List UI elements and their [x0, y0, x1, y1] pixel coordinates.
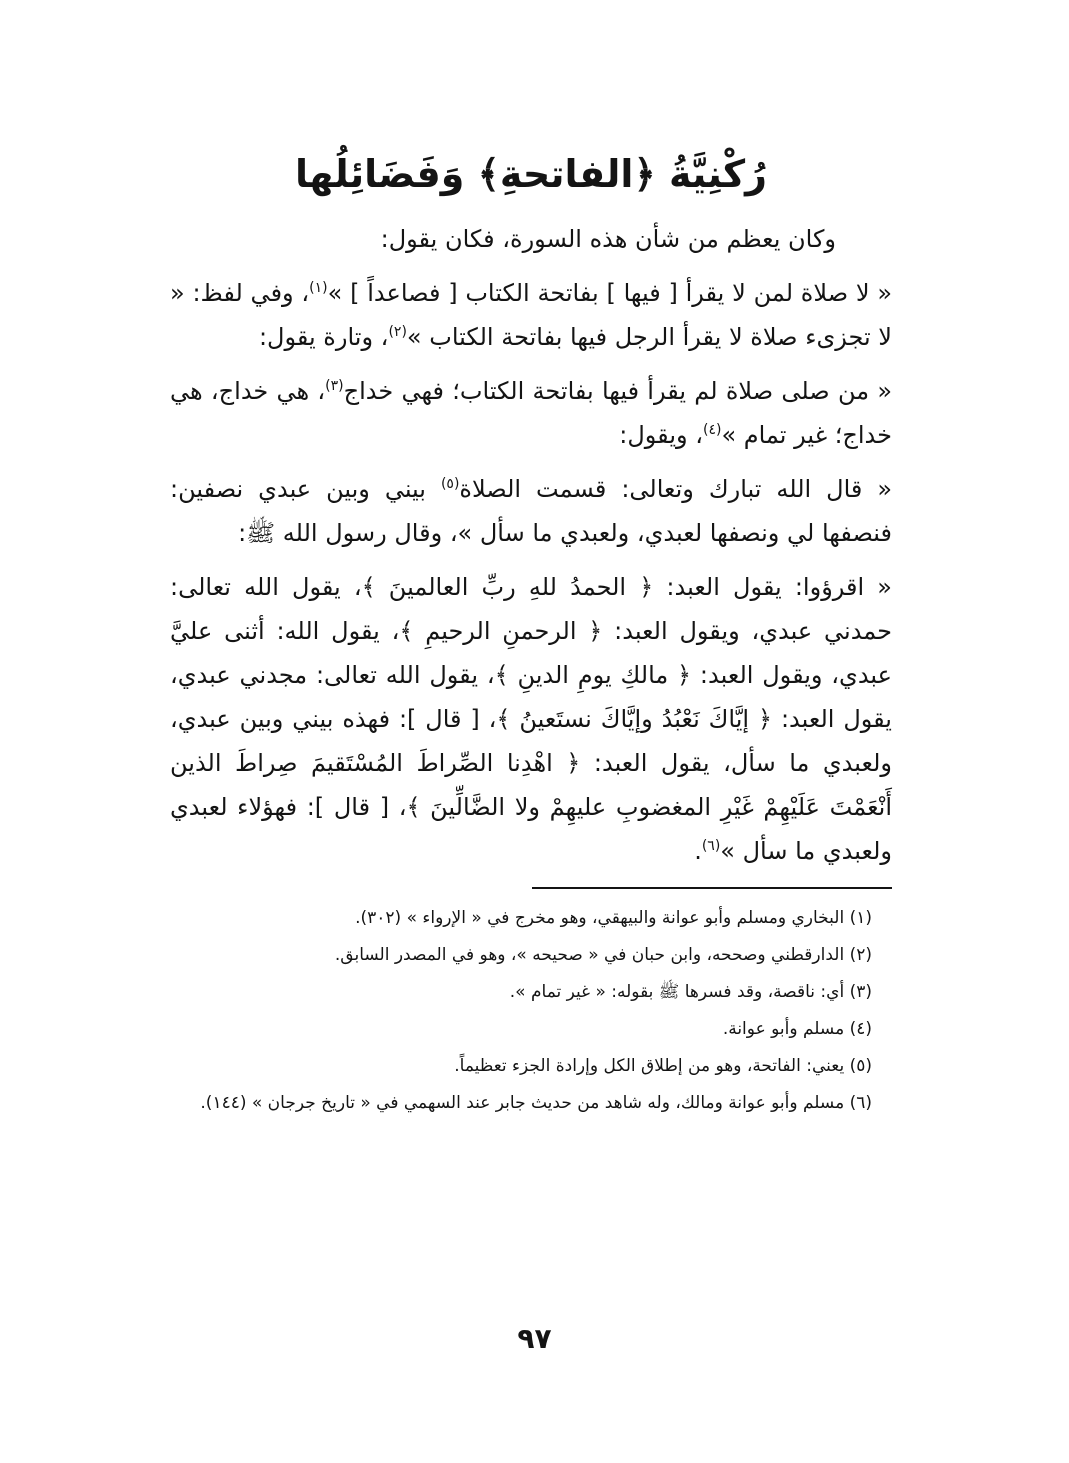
footnote-1: (١) البخاري ومسلم وأبو عوانة والبيهقي، وهو مخرج في « الإرواء » (٣٠٢). — [355, 908, 872, 929]
footnote-5: (٥) يعني: الفاتحة، وهو من إطلاق الكل وإرادة الجزء تعظيماً. — [454, 1056, 872, 1077]
footnote-divider — [532, 887, 892, 889]
paragraph-text: ، هي خداج، هي خداج؛ غير تمام » — [170, 377, 892, 450]
footnote-ref-4[interactable]: (٤) — [702, 422, 722, 439]
footnotes-section — [170, 903, 892, 1119]
footnote-ref-2[interactable]: (٢) — [388, 324, 407, 341]
paragraph-hadith-3 — [170, 467, 892, 555]
paragraph-text: وكان يعظم من شأن هذه السورة، فكان يقول: — [380, 225, 836, 254]
footnote-ref-5[interactable]: (٥) — [440, 476, 460, 493]
footnote-ref-1[interactable]: (١) — [309, 280, 328, 297]
paragraph-text: . — [694, 837, 702, 866]
footnote-3: (٣) أي: ناقصة، وقد فسرها ﷺ بقوله: « غير تمام ». — [509, 982, 872, 1003]
paragraph-text: « من صلى صلاة لم يقرأ فيها بفاتحة الكتاب؛ فهي خداج — [343, 377, 892, 406]
paragraph-hadith-2 — [170, 369, 892, 457]
page-title: رُكْنِيَّةُ ﴿الفاتحةِ﴾ وَفَضَائِلُها — [295, 152, 767, 196]
footnote-ref-3[interactable]: (٣) — [325, 378, 344, 395]
footnote-2: (٢) الدارقطني وصححه، وابن حبان في « صحيحه »، وهو في المصدر السابق. — [334, 945, 872, 966]
footnote-ref-6[interactable]: (٦) — [701, 838, 721, 855]
paragraph-hadith-1 — [170, 271, 892, 359]
page-body — [170, 150, 892, 1350]
footnote-6: (٦) مسلم وأبو عوانة ومالك، وله شاهد من حديث جابر عند السهمي في « تاريخ جرجان » (١٤٤). — [200, 1093, 872, 1114]
paragraph-intro — [170, 217, 892, 261]
paragraph-text: « اقرؤوا: يقول العبد: ﴿ الحمدُ للهِ ربِّ العالمينَ ﴾، يقول الله تعالى: حمدني عبدي، ويقول العبد: ﴿ الرحمنِ الرحيمِ ﴾، يقول الله: أثنى عليَّ عبدي، ويقول العبد: ﴿ مالكِ يومِ الدينِ ﴾، يقول الله تعالى: مجدني عبدي، يقول العبد: ﴿ إيَّاكَ نَعْبُدُ وإيَّاكَ نستَعينُ ﴾، [ قال ]: فهذه بيني وبين عبدي، ولعبدي ما سأل، يقول العبد: ﴿ اهْدِنا الصِّراطَ المُسْتَقيمَ صِراطَ الذين أَنْعَمْتَ عَلَيْهِمْ غَيْرِ المغضوبِ عليهِمْ ولا الضَّالِّينَ ﴾، [ قال ]: فهؤلاء لعبدي ولعبدي ما سأل » — [170, 573, 892, 866]
paragraph-hadith-4 — [170, 565, 892, 873]
paragraph-text: ، وفي لفظ: « لا تجزىء صلاة لا يقرأ الرجل فيها بفاتحة الكتاب » — [170, 279, 892, 352]
paragraph-text: ، ويقول: — [619, 421, 703, 450]
paragraph-text: بيني وبين عبدي نصفين: فنصفها لي ونصفها لعبدي، ولعبدي ما سأل »، وقال رسول الله ﷺ: — [170, 475, 892, 548]
page-number: ٩٧ — [517, 1322, 552, 1355]
footnote-4: (٤) مسلم وأبو عوانة. — [722, 1019, 872, 1040]
paragraph-text: ، وتارة يقول: — [258, 323, 389, 352]
paragraph-text: « لا صلاة لمن لا يقرأ [ فيها ] بفاتحة الكتاب [ فصاعداً ] » — [327, 279, 892, 308]
paragraph-text: « قال الله تبارك وتعالى: قسمت الصلاة — [459, 475, 892, 504]
